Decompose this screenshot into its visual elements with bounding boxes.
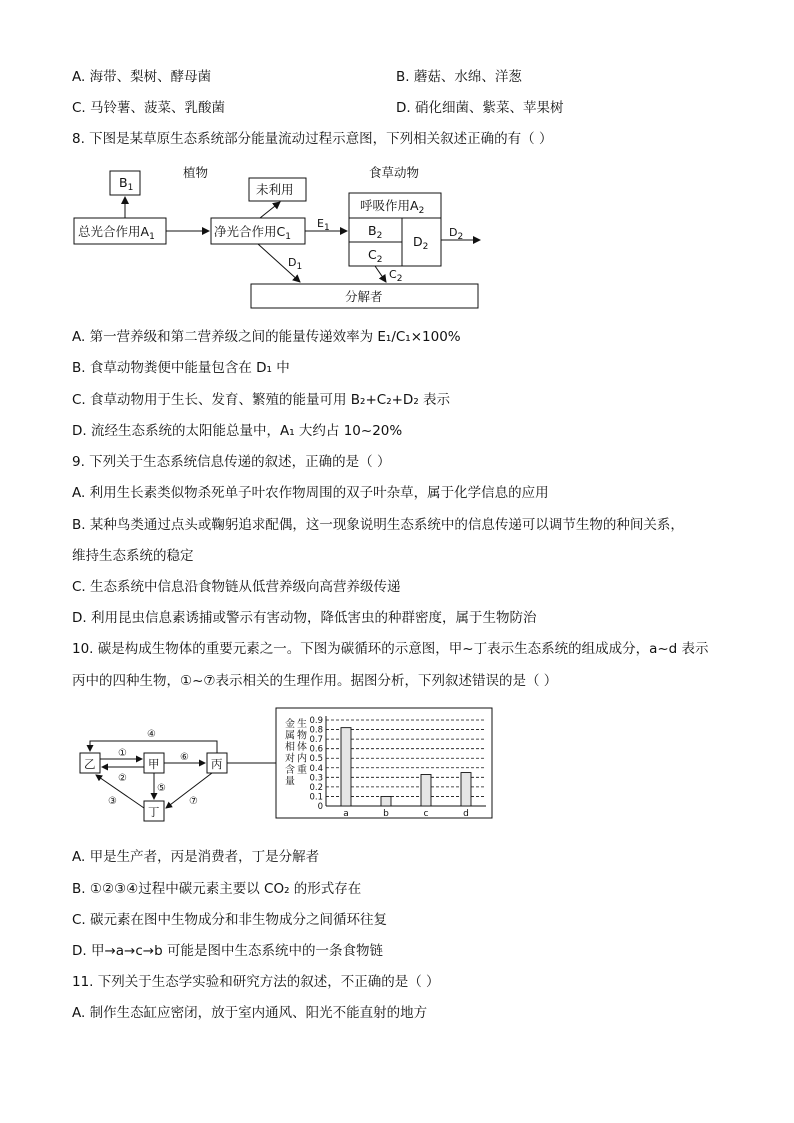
- q10-stem-line2: 丙中的四种生物，①~⑦表示相关的生理作用。据图分析，下列叙述错误的是（ ）: [72, 673, 558, 689]
- label-ding: 丁: [148, 805, 160, 819]
- label-process-1: ①: [118, 748, 127, 759]
- label-d2-arrow: $D_2$: [449, 226, 464, 242]
- label-process-3: ③: [108, 796, 117, 807]
- q8-option-a: A. 第一营养级和第二营养级之间的能量传递效率为 E₁/C₁×100%: [72, 329, 461, 345]
- y-tick-label: 0: [317, 802, 323, 812]
- x-tick-label: a: [343, 809, 349, 819]
- label-process-4: ④: [147, 729, 156, 740]
- x-tick-label: b: [383, 809, 389, 819]
- energy-flow-diagram: [70, 160, 490, 312]
- q8-option-c: C. 食草动物用于生长、发育、繁殖的能量可用 B₂+C₂+D₂ 表示: [72, 392, 451, 408]
- label-d1: $D_1$: [288, 256, 303, 272]
- y-tick-label: 0.2: [309, 782, 323, 793]
- label-gross-photosynthesis: 总光合作用$A_1$: [78, 224, 155, 242]
- label-plant: 植物: [183, 165, 209, 180]
- q9-option-d: D. 利用昆虫信息素诱捕或警示有害动物，降低害虫的种群密度，属于生物防治: [72, 610, 537, 626]
- y-axis-label-char: 含: [285, 765, 295, 776]
- label-c2-arrow: $C_2$: [389, 268, 403, 284]
- label-b1: $B_1$: [119, 175, 134, 193]
- label-e1: $E_1$: [317, 217, 330, 233]
- q9-option-a: A. 利用生长素类似物杀死单子叶农作物周围的双子叶杂草，属于化学信息的应用: [72, 485, 549, 501]
- q10-option-d: D. 甲→a→c→b 可能是图中生态系统中的一条食物链: [72, 943, 383, 959]
- label-c2: $C_2$: [368, 247, 383, 265]
- label-process-2: ②: [118, 773, 127, 784]
- label-d2: $D_2$: [413, 234, 429, 252]
- label-process-6: ⑥: [180, 752, 189, 763]
- y-tick-label: 0.3: [309, 773, 323, 784]
- label-respiration: 呼吸作用$A_2$: [360, 198, 425, 216]
- bar-d: [461, 773, 471, 806]
- y-tick-label: 0.9: [309, 716, 323, 726]
- carbon-cycle-diagram: [76, 716, 276, 828]
- q9-stem: 9. 下列关于生态系统信息传递的叙述，正确的是（ ）: [72, 454, 391, 470]
- label-yi: 乙: [84, 757, 96, 771]
- q7-option-a: A. 海带、梨树、酵母菌: [72, 69, 212, 85]
- label-decomposer: 分解者: [345, 289, 383, 304]
- q8-option-d: D. 流经生态系统的太阳能总量中，A₁ 大约占 10~20%: [72, 423, 403, 439]
- label-bing: 丙: [211, 757, 223, 771]
- y-axis-label-char: 对: [285, 753, 295, 765]
- y-tick-label: 0.5: [309, 754, 323, 765]
- y-axis-label-char: 重: [297, 765, 307, 776]
- q10-option-b: B. ①②③④过程中碳元素主要以 CO₂ 的形式存在: [72, 881, 362, 897]
- y-axis-label-char: 金: [285, 719, 295, 730]
- y-axis-label-char: 量: [285, 776, 295, 788]
- q8-option-b: B. 食草动物粪便中能量包含在 D₁ 中: [72, 360, 290, 376]
- q7-option-b: B. 蘑菇、水绵、洋葱: [396, 69, 522, 85]
- q11-option-a: A. 制作生态缸应密闭，放于室内通风、阳光不能直射的地方: [72, 1005, 428, 1021]
- label-net-photosynthesis: 净光合作用$C_1$: [214, 224, 291, 242]
- metal-content-bar-chart: [274, 706, 496, 822]
- label-process-5: ⑤: [157, 783, 166, 794]
- q8-stem: 8. 下图是某草原生态系统部分能量流动过程示意图，下列相关叙述正确的有（ ）: [72, 131, 553, 147]
- q10-stem-line1: 10. 碳是构成生物体的重要元素之一。下图为碳循环的示意图，甲~丁表示生态系统的组成成分，a~d 表示: [72, 641, 709, 657]
- y-tick-label: 0.8: [309, 725, 323, 736]
- q7-option-c: C. 马铃薯、菠菜、乳酸菌: [72, 100, 226, 116]
- q9-option-c: C. 生态系统中信息沿食物链从低营养级向高营养级传递: [72, 579, 401, 595]
- q9-option-b-line1: B. 某种鸟类通过点头或鞠躬追求配偶，这一现象说明生态系统中的信息传递可以调节生物的种间关系，: [72, 517, 684, 533]
- q10-option-a: A. 甲是生产者，丙是消费者，丁是分解者: [72, 849, 320, 865]
- bar-a: [341, 728, 351, 806]
- y-tick-label: 0.7: [309, 735, 323, 746]
- q9-option-b-line2: 维持生态系统的稳定: [72, 548, 194, 564]
- bar-c: [421, 774, 431, 806]
- y-axis-label-char: 体: [297, 742, 307, 753]
- y-axis-label-char: 内: [297, 753, 307, 765]
- y-tick-label: 0.4: [309, 763, 323, 774]
- q11-stem: 11. 下列关于生态学实验和研究方法的叙述，不正确的是（ ）: [72, 974, 440, 990]
- y-axis-label-char: 相: [285, 742, 295, 753]
- label-unused: 未利用: [256, 182, 294, 197]
- label-herbivore: 食草动物: [369, 165, 420, 180]
- x-tick-label: c: [423, 809, 429, 819]
- label-process-7: ⑦: [189, 796, 198, 807]
- bar-b: [381, 796, 391, 806]
- y-tick-label: 0.1: [309, 792, 323, 803]
- label-b2: $B_2$: [368, 223, 383, 241]
- y-axis-label-char: 生: [297, 719, 307, 730]
- label-jia: 甲: [148, 757, 160, 771]
- q10-option-c: C. 碳元素在图中生物成分和非生物成分之间循环往复: [72, 912, 388, 928]
- y-tick-label: 0.6: [309, 744, 323, 755]
- x-tick-label: d: [463, 809, 469, 819]
- y-axis-label-char: 属: [285, 730, 295, 742]
- q7-option-d: D. 硝化细菌、紫菜、苹果树: [396, 100, 564, 116]
- y-axis-label-char: 物: [297, 730, 307, 742]
